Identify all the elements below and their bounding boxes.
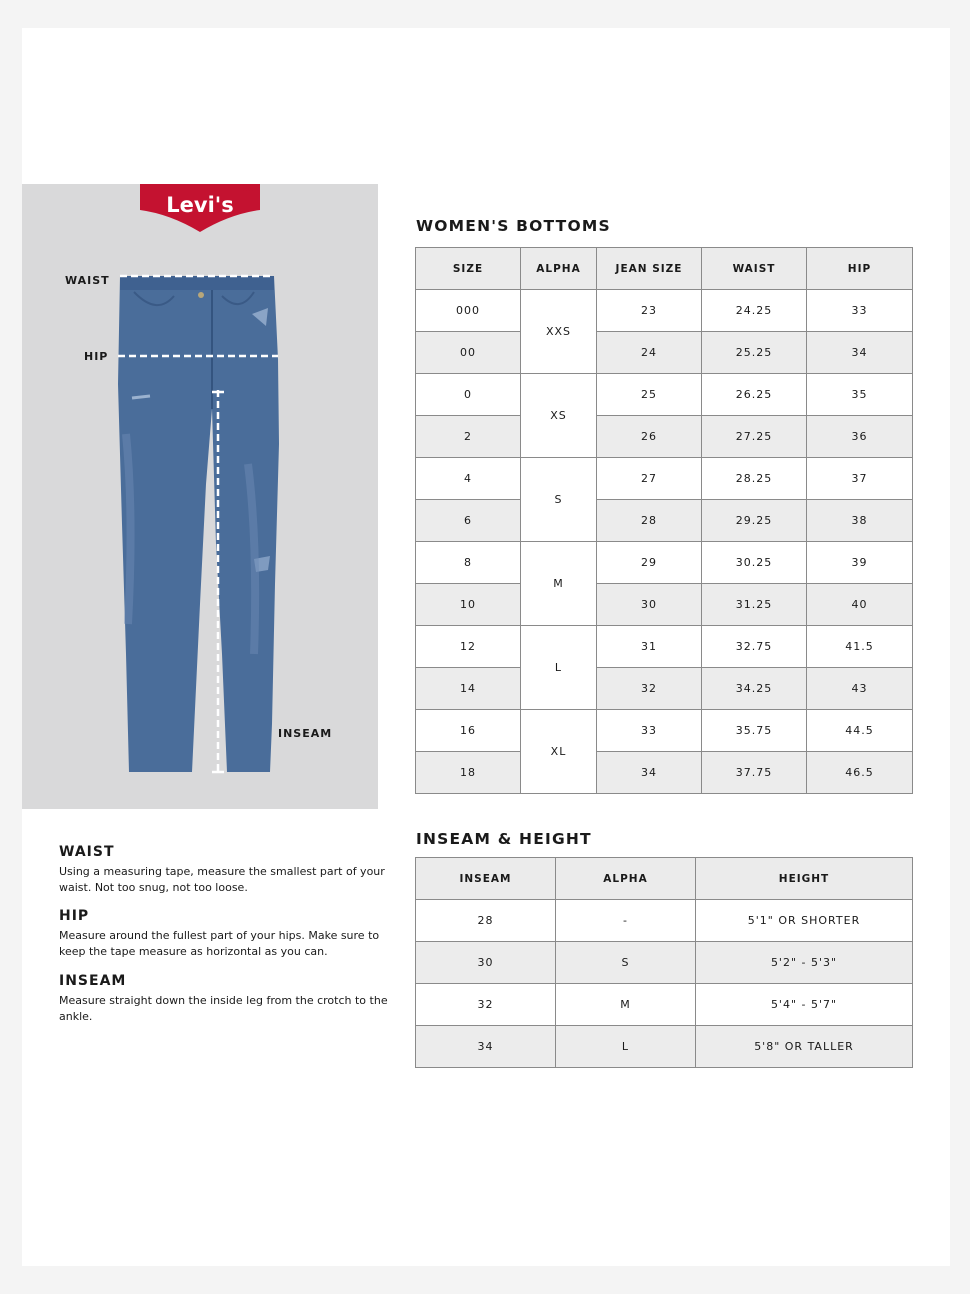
bottoms-cell-hip: 37 [807,458,913,500]
bottoms-header-hip: HIP [807,248,913,290]
bottoms-cell-alpha: M [521,542,597,626]
bottoms-cell-hip: 38 [807,500,913,542]
bottoms-cell-waist: 27.25 [702,416,807,458]
bottoms-cell-alpha: S [521,458,597,542]
bottoms-cell-waist: 28.25 [702,458,807,500]
waist-description [59,844,389,896]
bottoms-cell-size: 12 [416,626,521,668]
bottoms-header-row [416,248,913,290]
bottoms-header-size: SIZE [416,248,521,290]
inseam-description-text: Measure straight down the inside leg from the crotch to the ankle. [59,994,388,1023]
bottoms-cell-hip: 43 [807,668,913,710]
bottoms-row [416,332,913,374]
bottoms-row [416,752,913,794]
bottoms-row [416,500,913,542]
bottoms-cell-jean-size: 26 [597,416,702,458]
bottoms-cell-size: 2 [416,416,521,458]
inseam-cell-alpha: - [556,900,696,942]
bottoms-cell-hip: 35 [807,374,913,416]
bottoms-header-waist: WAIST [702,248,807,290]
bottoms-cell-alpha: XXS [521,290,597,374]
waist-label: WAIST [65,274,110,287]
bottoms-cell-hip: 34 [807,332,913,374]
inseam-cell-height: 5'2" - 5'3" [696,942,913,984]
bottoms-cell-hip: 41.5 [807,626,913,668]
bottoms-cell-size: 000 [416,290,521,332]
bottoms-cell-jean-size: 32 [597,668,702,710]
inseam-header-row [416,858,913,900]
waist-description-title: WAIST [59,844,115,860]
hip-description-title: HIP [59,908,90,924]
inseam-row [416,942,913,984]
inseam-cell-height: 5'8" OR TALLER [696,1026,913,1068]
inseam-row [416,1026,913,1068]
bottoms-size-table [415,247,913,794]
bottoms-row [416,290,913,332]
inseam-cell-height: 5'4" - 5'7" [696,984,913,1026]
bottoms-row [416,458,913,500]
hip-description [59,908,389,960]
waist-description-text: Using a measuring tape, measure the smallest part of your waist. Not too snug, not too loose. [59,865,385,894]
levis-logo [140,184,260,232]
inseam-description [59,973,389,1025]
bottoms-cell-jean-size: 34 [597,752,702,794]
bottoms-row [416,668,913,710]
bottoms-cell-size: 16 [416,710,521,752]
bottoms-cell-jean-size: 25 [597,374,702,416]
inseam-title: INSEAM & HEIGHT [416,830,592,848]
inseam-header-inseam: INSEAM [416,858,556,900]
bottoms-cell-jean-size: 29 [597,542,702,584]
bottoms-cell-alpha: XS [521,374,597,458]
bottoms-cell-hip: 44.5 [807,710,913,752]
bottoms-cell-waist: 35.75 [702,710,807,752]
bottoms-cell-hip: 46.5 [807,752,913,794]
bottoms-cell-size: 4 [416,458,521,500]
bottoms-cell-waist: 30.25 [702,542,807,584]
bottoms-cell-hip: 39 [807,542,913,584]
bottoms-cell-jean-size: 33 [597,710,702,752]
bottoms-cell-hip: 36 [807,416,913,458]
bottoms-cell-waist: 25.25 [702,332,807,374]
bottoms-cell-hip: 33 [807,290,913,332]
inseam-cell-inseam: 32 [416,984,556,1026]
bottoms-row [416,626,913,668]
inseam-cell-inseam: 30 [416,942,556,984]
bottoms-cell-waist: 29.25 [702,500,807,542]
inseam-cell-inseam: 28 [416,900,556,942]
bottoms-cell-jean-size: 31 [597,626,702,668]
inseam-row [416,984,913,1026]
hip-label: HIP [84,350,109,363]
bottoms-cell-alpha: XL [521,710,597,794]
bottoms-cell-size: 0 [416,374,521,416]
inseam-cell-inseam: 34 [416,1026,556,1068]
bottoms-header-alpha: ALPHA [521,248,597,290]
bottoms-cell-alpha: L [521,626,597,710]
jeans-shape [118,276,279,772]
bottoms-row [416,374,913,416]
bottoms-row [416,710,913,752]
bottoms-cell-size: 8 [416,542,521,584]
inseam-cell-alpha: L [556,1026,696,1068]
bottoms-cell-waist: 26.25 [702,374,807,416]
inseam-description-title: INSEAM [59,973,127,989]
registered-mark: ® [244,185,252,194]
bottoms-cell-waist: 24.25 [702,290,807,332]
bottoms-cell-size: 00 [416,332,521,374]
logo-text: Levi's [166,193,234,217]
jeans-image-panel [22,184,378,809]
bottoms-cell-jean-size: 28 [597,500,702,542]
bottoms-cell-size: 18 [416,752,521,794]
bottoms-row [416,542,913,584]
inseam-height-table [415,857,913,1068]
inseam-cell-alpha: S [556,942,696,984]
inseam-header-alpha: ALPHA [556,858,696,900]
bottoms-cell-size: 14 [416,668,521,710]
inseam-row [416,900,913,942]
bottoms-cell-size: 10 [416,584,521,626]
bottoms-cell-size: 6 [416,500,521,542]
bottoms-row [416,416,913,458]
bottoms-cell-waist: 37.75 [702,752,807,794]
bottoms-cell-jean-size: 27 [597,458,702,500]
bottoms-cell-waist: 31.25 [702,584,807,626]
inseam-header-height: HEIGHT [696,858,913,900]
bottoms-table-body [416,290,913,794]
bottoms-cell-waist: 32.75 [702,626,807,668]
bottoms-header-jean-size: JEAN SIZE [597,248,702,290]
inseam-table-body [416,900,913,1068]
bottoms-cell-jean-size: 23 [597,290,702,332]
bottoms-row [416,584,913,626]
bottoms-cell-waist: 34.25 [702,668,807,710]
bottoms-cell-hip: 40 [807,584,913,626]
bottoms-cell-jean-size: 24 [597,332,702,374]
bottoms-cell-jean-size: 30 [597,584,702,626]
hip-description-text: Measure around the fullest part of your hips. Make sure to keep the tape measure as horizontal as you can. [59,929,380,958]
inseam-cell-height: 5'1" OR SHORTER [696,900,913,942]
bottoms-title: WOMEN'S BOTTOMS [416,217,611,235]
inseam-cell-alpha: M [556,984,696,1026]
inseam-label: INSEAM [278,727,333,740]
